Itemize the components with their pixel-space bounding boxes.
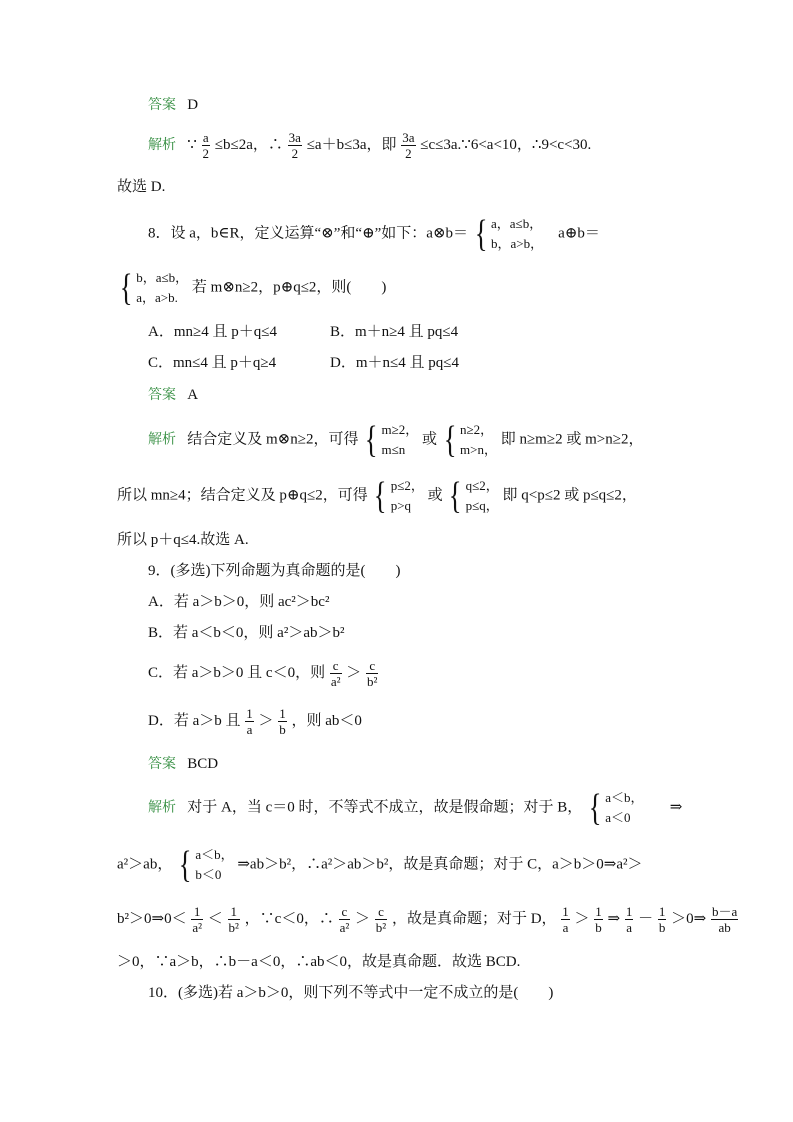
solution-label: 解析 xyxy=(148,136,176,153)
numerator: 1 xyxy=(246,706,253,721)
numerator: c xyxy=(330,658,342,674)
piecewise-definition xyxy=(472,214,543,254)
fraction xyxy=(245,706,254,737)
solution-9-line-2 xyxy=(117,845,643,885)
text: ≤b≤2a，∴ xyxy=(214,136,283,153)
option-8B: B．m＋n≥4 且 pq≤4 xyxy=(330,324,459,340)
answer-8 xyxy=(148,388,198,403)
fraction xyxy=(625,904,634,935)
text: ＞ xyxy=(258,712,274,729)
solution-label: 解析 xyxy=(148,799,176,816)
brace-icon: { xyxy=(474,213,488,255)
system-brace xyxy=(362,420,418,460)
denominator: a² xyxy=(192,920,202,935)
case-row: m≥2， xyxy=(381,422,419,437)
fraction xyxy=(658,904,667,935)
numerator: c xyxy=(366,658,378,674)
case-row: a，a>b. xyxy=(136,290,178,305)
case-row: p>q xyxy=(390,498,412,513)
denominator: 2 xyxy=(291,146,299,161)
denominator: 2 xyxy=(405,146,412,161)
brace-icon: { xyxy=(364,419,378,461)
text: － xyxy=(638,910,654,927)
answer-label: 答案 xyxy=(148,387,176,403)
text: 或 xyxy=(427,487,443,504)
question-10-stem: 10．(多选)若 a＞b＞0，则下列不等式中一定不成立的是( ) xyxy=(148,985,554,1001)
numerator: c xyxy=(339,904,351,920)
fraction xyxy=(711,904,738,935)
case-row: p≤q， xyxy=(465,498,499,513)
option-9B: B．若 a＜b＜0，则 a²＞ab＞b² xyxy=(148,625,345,641)
case-row: b＜0 xyxy=(195,867,222,882)
case-row: a＜b， xyxy=(605,790,644,805)
denominator: a² xyxy=(330,674,341,689)
text: C．若 a＞b＞0 且 c＜0，则 xyxy=(148,664,326,681)
solution-9-line-1 xyxy=(148,788,682,828)
solution-8-line-1 xyxy=(148,420,643,460)
fraction xyxy=(228,904,240,935)
denominator: a xyxy=(562,920,569,935)
numerator: 1 xyxy=(625,904,633,919)
numerator: 1 xyxy=(228,904,240,920)
fraction xyxy=(561,904,570,935)
brace-icon: { xyxy=(374,475,387,517)
numerator: 1 xyxy=(595,904,602,919)
brace-icon: { xyxy=(449,475,462,517)
text: ＞ xyxy=(346,664,362,681)
fraction xyxy=(288,130,302,161)
case-row: b，a≤b， xyxy=(136,270,189,285)
text: 结合定义及 m⊗n≥2，可得 xyxy=(187,431,359,448)
option-9A: A．若 a＞b＞0，则 ac²＞bc² xyxy=(148,594,330,610)
text: ＞ xyxy=(574,910,590,927)
text: ∵ xyxy=(187,136,197,153)
text: 即 n≥m≥2 或 m>n≥2， xyxy=(500,431,644,448)
denominator: a² xyxy=(339,920,350,935)
text: ＜ xyxy=(207,910,223,927)
fraction xyxy=(330,658,342,689)
solution-label: 解析 xyxy=(148,431,176,448)
answer-label: 答案 xyxy=(148,97,176,113)
brace-icon: { xyxy=(588,787,602,829)
text: 即 q<p≤2 或 p≤q≤2， xyxy=(502,487,637,504)
text: D．若 a＞b 且 xyxy=(148,712,241,729)
brace-icon: { xyxy=(119,267,133,309)
numerator: 3a xyxy=(402,130,415,145)
fraction xyxy=(366,658,378,689)
fraction xyxy=(375,904,387,935)
denominator: ab xyxy=(718,920,731,935)
system-brace xyxy=(371,476,423,516)
numerator: b－a xyxy=(711,904,738,919)
solution-9-line-3 xyxy=(117,904,739,935)
case-row: p≤2， xyxy=(390,478,424,493)
question-8-line-1 xyxy=(148,214,600,254)
numerator: c xyxy=(375,904,387,920)
case-row: n≥2， xyxy=(460,422,494,437)
case-row: m>n， xyxy=(460,442,497,457)
system-brace xyxy=(441,420,497,460)
option-8D: D．m＋n≤4 且 pq≤4 xyxy=(330,355,459,371)
fraction xyxy=(401,130,415,161)
case-row: a＜0 xyxy=(605,810,631,825)
text: ≤a＋b≤3a，即 xyxy=(306,136,397,153)
text: 若 m⊗n≥2，p⊕q≤2，则( ) xyxy=(191,279,387,296)
text: a⊕b＝ xyxy=(558,225,600,242)
text: ＞0⇒ xyxy=(671,910,707,927)
text: ⇒ab＞b²，∴a²＞ab＞b²，故是真命题；对于 C，a＞b＞0⇒a²＞ xyxy=(237,856,643,873)
brace-icon: { xyxy=(443,419,457,461)
fraction xyxy=(339,904,351,935)
denominator: a xyxy=(626,920,633,935)
denominator: b xyxy=(658,920,666,935)
numerator: 3a xyxy=(288,130,301,145)
denominator: 2 xyxy=(202,146,210,161)
denominator: b xyxy=(279,722,286,737)
text: b²＞0⇒0＜ xyxy=(117,910,187,927)
text: 所以 mn≥4；结合定义及 p⊕q≤2，可得 xyxy=(117,487,368,504)
fraction xyxy=(278,706,287,737)
question-8-line-2 xyxy=(117,268,386,308)
text: a²＞ab， xyxy=(117,856,173,873)
text: ＞ xyxy=(355,910,371,927)
text: ≤c≤3a.∵6<a<10，∴9<c<30. xyxy=(420,136,592,153)
solution-8-line-2 xyxy=(117,476,637,516)
system-brace xyxy=(176,845,234,885)
numerator: 1 xyxy=(279,706,286,721)
text: ⇒ xyxy=(607,910,621,927)
denominator: a xyxy=(246,722,253,737)
solution-8-line-3: 所以 p＋q≤4.故选 A. xyxy=(117,532,249,548)
system-brace xyxy=(446,476,498,516)
text: ⇒ xyxy=(669,799,683,816)
answer-value: D xyxy=(187,97,199,113)
option-9C xyxy=(148,658,379,689)
case-row: q≤2， xyxy=(465,478,499,493)
option-8C: C．mn≤4 且 p＋q≥4 xyxy=(148,355,277,371)
answer-7 xyxy=(148,98,198,113)
case-row: m≤n xyxy=(381,442,406,457)
brace-icon: { xyxy=(178,844,192,886)
text: ，故是真命题；对于 D， xyxy=(391,910,557,927)
numerator: 1 xyxy=(658,904,666,919)
text: 对于 A，当 c＝0 时，不等式不成立，故是假命题；对于 B， xyxy=(187,799,583,816)
numerator: 1 xyxy=(562,904,569,919)
answer-label: 答案 xyxy=(148,756,176,772)
answer-value: A xyxy=(187,387,199,403)
answer-value: BCD xyxy=(187,756,219,772)
case-row: b，a>b， xyxy=(491,236,544,251)
fraction xyxy=(594,904,603,935)
fraction xyxy=(191,904,203,935)
option-8A: A．mn≥4 且 p＋q≤4 xyxy=(148,324,277,340)
denominator: b² xyxy=(228,920,239,935)
question-9-stem: 9．(多选)下列命题为真命题的是( ) xyxy=(148,563,401,579)
case-row: a，a≤b， xyxy=(491,216,543,231)
text: ，则 ab＜0 xyxy=(291,712,362,729)
numerator: a xyxy=(202,130,209,145)
answer-9 xyxy=(148,757,218,772)
numerator: 1 xyxy=(191,904,203,920)
case-row: a＜b， xyxy=(195,847,234,862)
system-brace xyxy=(586,788,644,828)
text: 或 xyxy=(421,431,437,448)
text: ，∵c＜0，∴ xyxy=(244,910,334,927)
denominator: b² xyxy=(375,920,387,935)
denominator: b² xyxy=(367,674,378,689)
text: 8．设 a，b∈R，定义运算“⊗”和“⊕”如下：a⊗b＝ xyxy=(148,225,469,242)
piecewise-definition xyxy=(117,268,188,308)
solution-7-line-1 xyxy=(148,130,591,161)
option-9D xyxy=(148,706,362,737)
solution-7-line-2: 故选 D. xyxy=(117,179,166,195)
fraction xyxy=(202,130,211,161)
denominator: b xyxy=(595,920,602,935)
solution-9-line-4: ＞0，∵a＞b，∴b－a＜0，∴ab＜0，故是真命题．故选 BCD. xyxy=(117,954,521,970)
